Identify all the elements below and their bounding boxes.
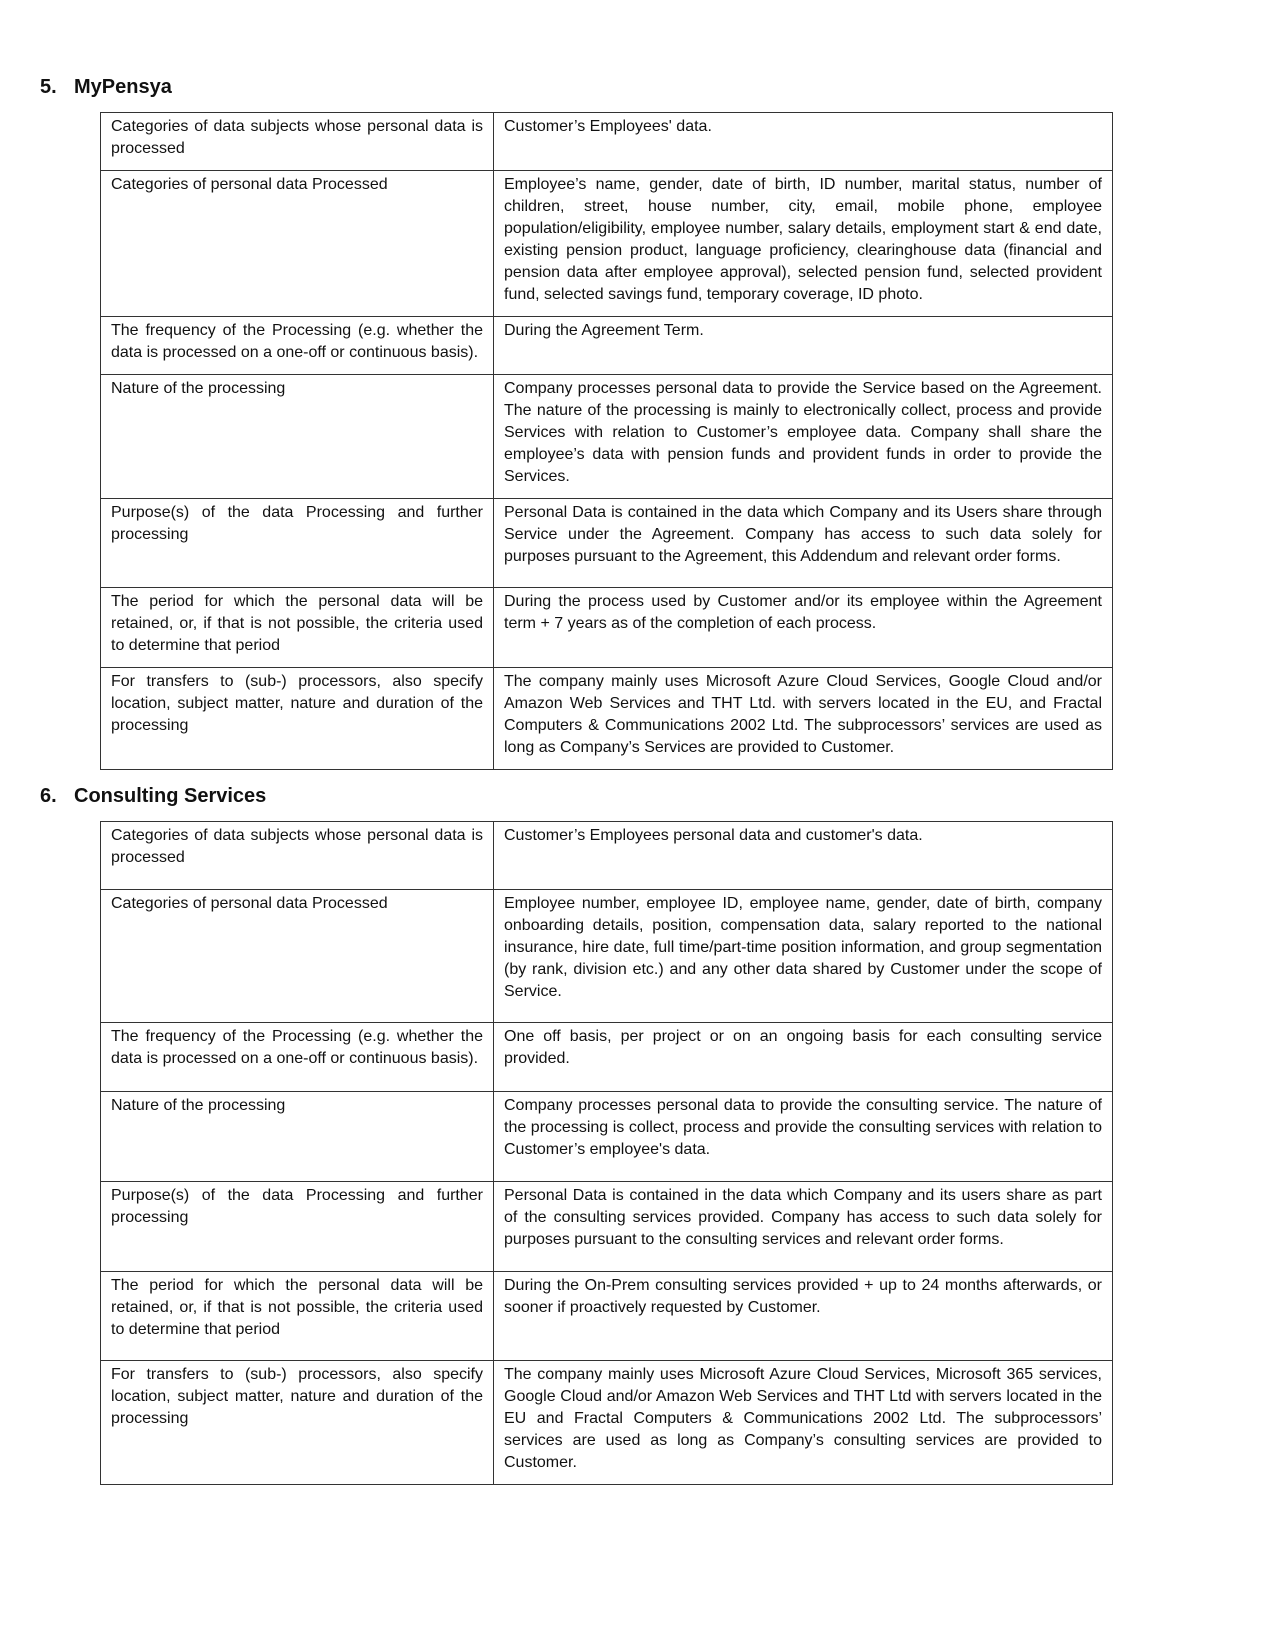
row-label: Categories of data subjects whose personal data is processed bbox=[101, 822, 494, 890]
table-row bbox=[101, 822, 1113, 890]
table-row bbox=[101, 588, 1113, 668]
table-row bbox=[101, 890, 1113, 1023]
table-row bbox=[101, 668, 1113, 770]
row-label: Purpose(s) of the data Processing and further processing bbox=[101, 499, 494, 588]
section-heading-mypensya bbox=[40, 74, 172, 100]
row-label: Purpose(s) of the data Processing and further processing bbox=[101, 1182, 494, 1272]
row-value: The company mainly uses Microsoft Azure Cloud Services, Google Cloud and/or Amazon Web Services and THT Ltd. with servers located in the EU, and Fractal Computers & Communications 2002 Ltd. The subprocessors’ services are used as long as Company’s Services are provided to Customer. bbox=[494, 668, 1113, 770]
table-row bbox=[101, 1092, 1113, 1182]
row-value: During the On-Prem consulting services provided + up to 24 months afterwards, or sooner if proactively requested by Customer. bbox=[494, 1272, 1113, 1361]
section-title: MyPensya bbox=[74, 76, 172, 98]
table-row bbox=[101, 1182, 1113, 1272]
table-row bbox=[101, 499, 1113, 588]
row-value: Personal Data is contained in the data which Company and its Users share through Service under the Agreement. Company has access to such data solely for purposes pursuant to the Agreement, this Addendum and relevant order forms. bbox=[494, 499, 1113, 588]
row-label: Nature of the processing bbox=[101, 1092, 494, 1182]
row-label: Categories of personal data Processed bbox=[101, 890, 494, 1023]
row-value: One off basis, per project or on an ongoing basis for each consulting service provided. bbox=[494, 1023, 1113, 1092]
mypensya-table bbox=[100, 112, 1113, 770]
row-label: For transfers to (sub-) processors, also specify location, subject matter, nature and duration of the processing bbox=[101, 1361, 494, 1485]
row-value: Employee’s name, gender, date of birth, ID number, marital status, number of children, street, house number, city, email, mobile phone, employee population/eligibility, employee number, salary details, employment start & end date, existing pension product, language proficiency, clearinghouse data (financial and pension data after employee approval), selected pension fund, selected provident fund, selected savings fund, temporary coverage, ID photo. bbox=[494, 171, 1113, 317]
row-value: During the Agreement Term. bbox=[494, 317, 1113, 375]
row-label: The period for which the personal data will be retained, or, if that is not possible, the criteria used to determine that period bbox=[101, 1272, 494, 1361]
row-value: Company processes personal data to provide the Service based on the Agreement. The nature of the processing is mainly to electronically collect, process and provide Services with relation to Customer’s employee data. Company shall share the employee’s data with pension funds and provident funds in order to provide the Services. bbox=[494, 375, 1113, 499]
row-label: Categories of data subjects whose personal data is processed bbox=[101, 113, 494, 171]
row-label: The period for which the personal data will be retained, or, if that is not possible, the criteria used to determine that period bbox=[101, 588, 494, 668]
row-label: Nature of the processing bbox=[101, 375, 494, 499]
row-value: Employee number, employee ID, employee name, gender, date of birth, company onboarding details, position, compensation data, salary reported to the national insurance, hire date, full time/part-time position information, and group segmentation (by rank, division etc.) and any other data shared by Customer under the scope of Service. bbox=[494, 890, 1113, 1023]
section-number: 5. bbox=[40, 76, 57, 98]
table-row bbox=[101, 1272, 1113, 1361]
row-value: Company processes personal data to provide the consulting service. The nature of the processing is collect, process and provide the consulting services with relation to Customer’s employee's data. bbox=[494, 1092, 1113, 1182]
row-label: Categories of personal data Processed bbox=[101, 171, 494, 317]
row-value: During the process used by Customer and/or its employee within the Agreement term + 7 years as of the completion of each process. bbox=[494, 588, 1113, 668]
table-row bbox=[101, 1361, 1113, 1485]
section-heading-consulting-services bbox=[40, 783, 266, 809]
row-value: The company mainly uses Microsoft Azure Cloud Services, Microsoft 365 services, Google Cloud and/or Amazon Web Services and THT Ltd with servers located in the EU and Fractal Computers & Communications 2002 Ltd. The subprocessors’ services are used as long as Company’s consulting services are provided to Customer. bbox=[494, 1361, 1113, 1485]
table-row bbox=[101, 171, 1113, 317]
row-value: Personal Data is contained in the data which Company and its users share as part of the consulting services provided. Company has access to such data solely for purposes pursuant to the consulting services and relevant order forms. bbox=[494, 1182, 1113, 1272]
section-number: 6. bbox=[40, 785, 57, 807]
table-row bbox=[101, 1023, 1113, 1092]
section-title: Consulting Services bbox=[74, 785, 267, 807]
table-row bbox=[101, 317, 1113, 375]
consulting-services-table bbox=[100, 821, 1113, 1485]
row-label: The frequency of the Processing (e.g. whether the data is processed on a one-off or continuous basis). bbox=[101, 317, 494, 375]
row-label: The frequency of the Processing (e.g. whether the data is processed on a one-off or continuous basis). bbox=[101, 1023, 494, 1092]
table-row bbox=[101, 113, 1113, 171]
row-value: Customer’s Employees personal data and customer's data. bbox=[494, 822, 1113, 890]
table-row bbox=[101, 375, 1113, 499]
row-label: For transfers to (sub-) processors, also specify location, subject matter, nature and duration of the processing bbox=[101, 668, 494, 770]
row-value: Customer’s Employees' data. bbox=[494, 113, 1113, 171]
